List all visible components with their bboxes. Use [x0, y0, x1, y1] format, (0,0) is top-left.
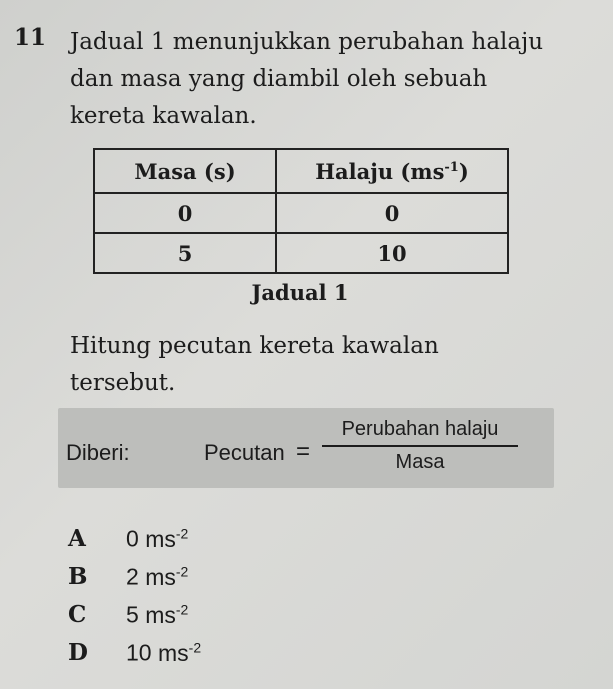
option-letter: A	[68, 525, 86, 552]
header-masa: Masa (s)	[94, 149, 276, 193]
task-line: tersebut.	[70, 370, 176, 396]
task-text	[70, 328, 439, 402]
equals-sign: =	[296, 438, 311, 465]
table-caption: Jadual 1	[251, 280, 349, 305]
option-value	[126, 563, 188, 591]
option-value	[126, 525, 188, 553]
fraction-denominator: Masa	[395, 451, 445, 473]
option-unit	[158, 640, 201, 666]
option-unit-base: ms	[145, 525, 176, 552]
option-letter: C	[68, 601, 87, 628]
option-number: 5	[126, 601, 139, 628]
formula-fraction	[322, 418, 518, 474]
table-row	[94, 233, 508, 273]
cell-halaju: 0	[276, 193, 508, 233]
header-halaju-close: )	[458, 158, 469, 184]
option-number: 10	[126, 639, 152, 666]
option-unit-base: ms	[145, 601, 176, 628]
option-number: 2	[126, 563, 139, 590]
option-value	[126, 601, 188, 629]
cell-halaju: 10	[276, 233, 508, 273]
stem-line: dan masa yang diambil oleh sebuah	[70, 66, 488, 92]
option-unit	[145, 526, 188, 552]
header-halaju-base: Halaju (ms	[315, 158, 445, 184]
option-letter: B	[68, 563, 88, 590]
question-number: 11	[14, 24, 47, 51]
given-formula-box	[58, 408, 554, 488]
header-halaju-exp: -1	[444, 159, 459, 175]
option-b[interactable]	[68, 563, 368, 601]
option-unit-exp: -2	[175, 525, 189, 541]
option-unit-exp: -2	[175, 563, 189, 579]
option-unit-exp: -2	[188, 639, 202, 655]
option-unit-base: ms	[157, 639, 189, 666]
stem-line: kereta kawalan.	[70, 103, 257, 129]
answer-options	[68, 525, 368, 677]
option-letter: D	[68, 639, 88, 666]
option-d[interactable]	[68, 639, 368, 677]
cell-masa: 5	[94, 233, 276, 273]
option-unit	[145, 602, 188, 628]
option-unit-exp: -2	[175, 601, 189, 617]
option-value	[126, 639, 201, 667]
option-c[interactable]	[68, 601, 368, 639]
table-row	[94, 193, 508, 233]
data-table	[93, 148, 509, 274]
question-stem	[70, 24, 600, 135]
header-halaju	[276, 149, 508, 193]
cell-masa: 0	[94, 193, 276, 233]
option-unit-base: ms	[145, 563, 176, 590]
task-line: Hitung pecutan kereta kawalan	[70, 333, 439, 359]
formula-lhs: Pecutan	[204, 440, 285, 465]
given-label: Diberi:	[66, 440, 130, 465]
table-header-row	[94, 149, 508, 193]
option-number: 0	[126, 525, 139, 552]
option-a[interactable]	[68, 525, 368, 563]
option-unit	[145, 564, 188, 590]
stem-line: Jadual 1 menunjukkan perubahan halaju	[70, 29, 544, 55]
fraction-numerator: Perubahan halaju	[322, 418, 518, 447]
